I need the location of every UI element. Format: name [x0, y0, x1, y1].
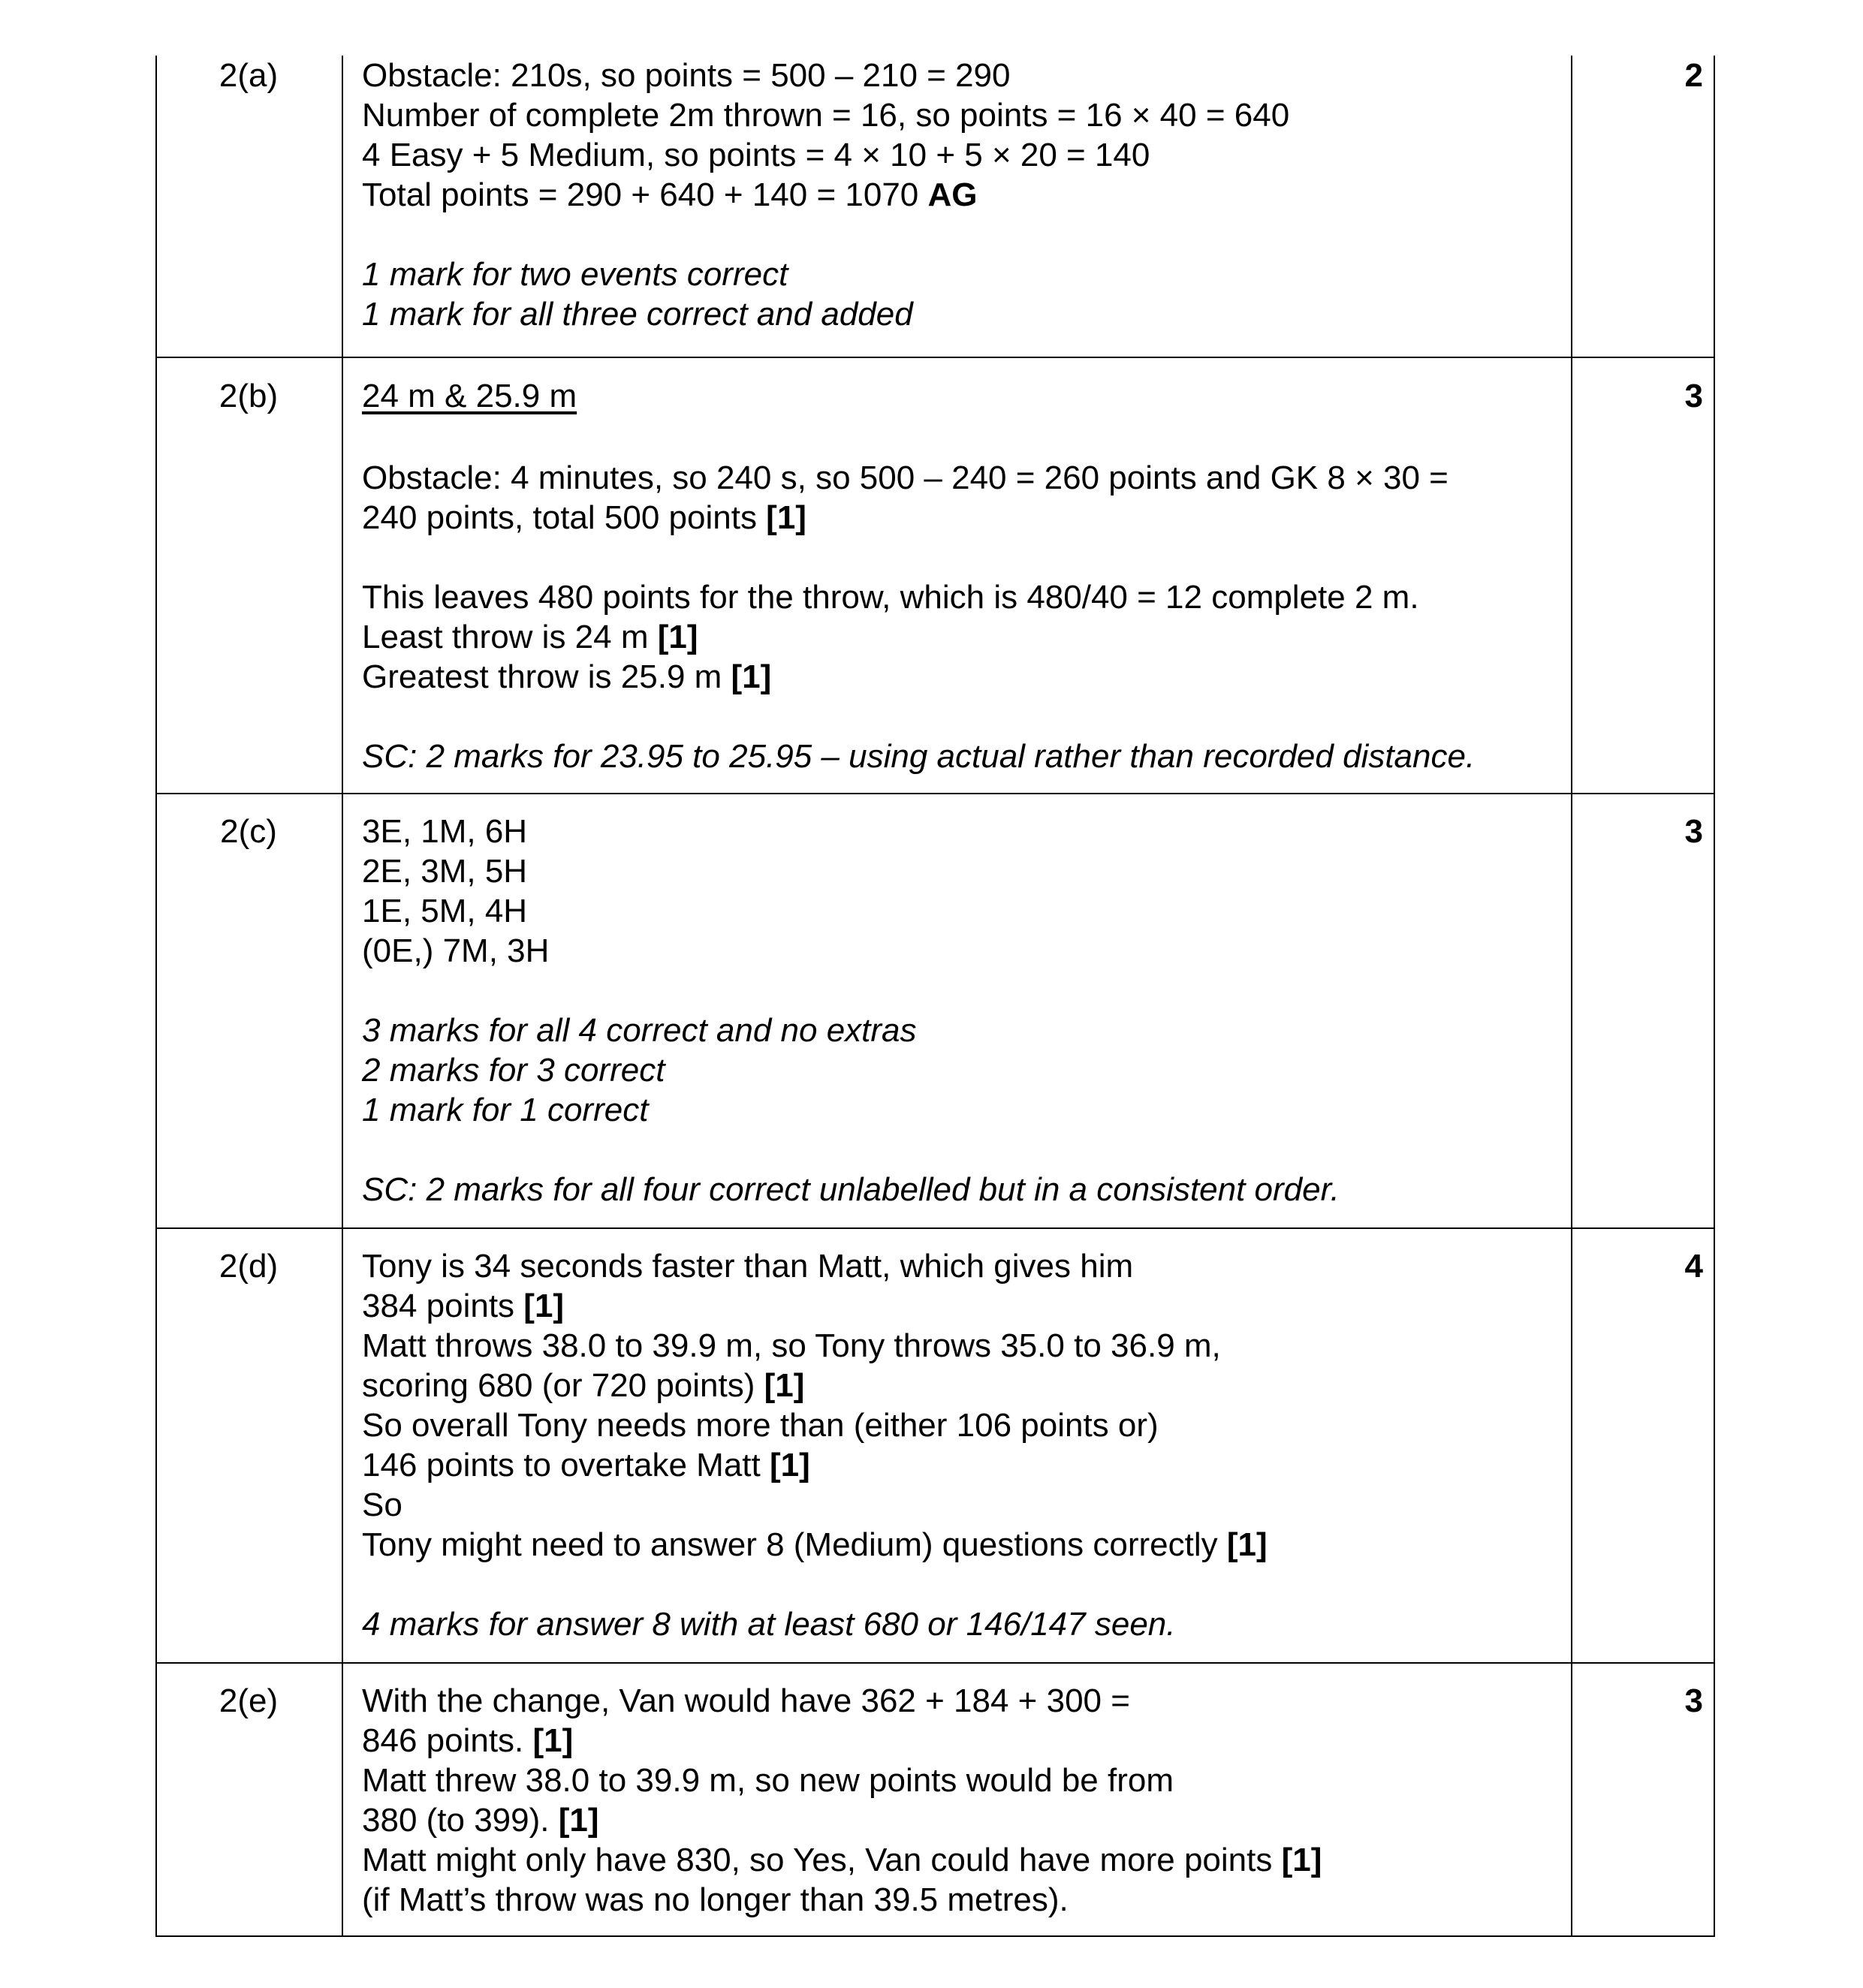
answer-line: So overall Tony needs more than (either 106 points or): [362, 1407, 1159, 1444]
marking-guidance: 3 marks for all 4 correct and no extras: [362, 1012, 917, 1049]
final-answer: 24 m & 25.9 m: [362, 378, 577, 414]
marking-guidance: SC: 2 marks for 23.95 to 25.95 – using actual rather than recorded distance.: [362, 738, 1476, 775]
answer-line: Tony might need to answer 8 (Medium) questions correctly [1]: [362, 1526, 1268, 1563]
marking-guidance: 1 mark for all three correct and added: [362, 296, 913, 333]
answer-line: 380 (to 399). [1]: [362, 1802, 599, 1839]
answer-line: scoring 680 (or 720 points) [1]: [362, 1367, 805, 1404]
answer-line: 1E, 5M, 4H: [362, 893, 528, 929]
answer-line: 3E, 1M, 6H: [362, 813, 528, 850]
question-number: 2(c): [220, 813, 277, 850]
answer-line: 146 points to overtake Matt [1]: [362, 1447, 810, 1483]
answer-line: Total points = 290 + 640 + 140 = 1070 AG: [362, 176, 978, 213]
answer-line: (if Matt’s throw was no longer than 39.5 metres).: [362, 1881, 1069, 1918]
answer-cell: [362, 56, 1563, 334]
mark-award: [1]: [532, 1722, 574, 1759]
answer-line: 2E, 3M, 5H: [362, 853, 528, 890]
answer-line: 846 points. [1]: [362, 1722, 574, 1759]
question-number: 2(e): [219, 1682, 279, 1719]
row-divider: [155, 357, 1715, 358]
answer-line: This leaves 480 points for the throw, which is 480/40 = 12 complete 2 m.: [362, 579, 1419, 616]
question-number: 2(a): [219, 57, 279, 94]
answer-line: Tony is 34 seconds faster than Matt, which gives him: [362, 1248, 1134, 1285]
mark-award: [1]: [769, 1447, 810, 1483]
mark-award: [1]: [764, 1367, 805, 1404]
table-border-bottom: [155, 1935, 1715, 1937]
answer-line: 240 points, total 500 points [1]: [362, 499, 806, 536]
answer-cell: [362, 812, 1563, 1209]
answer-line: With the change, Van would have 362 + 184 + 300 =: [362, 1682, 1130, 1719]
mark-award: [1]: [1226, 1526, 1268, 1563]
marks-value: 3: [1684, 378, 1703, 414]
marking-guidance: 2 marks for 3 correct: [362, 1052, 665, 1089]
question-number: 2(b): [219, 378, 279, 414]
answer-given-tag: AG: [927, 176, 978, 213]
answer-line: Greatest throw is 25.9 m [1]: [362, 658, 772, 695]
answer-line: Least throw is 24 m [1]: [362, 619, 698, 655]
answer-line: Obstacle: 4 minutes, so 240 s, so 500 – 240 = 260 points and GK 8 × 30 =: [362, 459, 1448, 496]
answer-line: Obstacle: 210s, so points = 500 – 210 = 290: [362, 57, 1011, 94]
mark-award: [1]: [766, 499, 806, 536]
answer-line: Matt might only have 830, so Yes, Van could have more points [1]: [362, 1842, 1322, 1878]
answer-line: 384 points [1]: [362, 1288, 565, 1324]
mark-scheme-table: [155, 56, 1715, 1937]
answer-line: Matt threw 38.0 to 39.9 m, so new points would be from: [362, 1762, 1174, 1799]
answer-line: So: [362, 1486, 402, 1523]
marks-value: 2: [1684, 57, 1703, 94]
mark-award: [1]: [731, 658, 772, 695]
mark-award: [1]: [523, 1288, 565, 1324]
question-number: 2(d): [219, 1248, 279, 1285]
table-row: [155, 1246, 1715, 1662]
row-divider: [155, 793, 1715, 794]
mark-award: [1]: [1281, 1842, 1322, 1878]
marking-guidance: 1 mark for two events correct: [362, 256, 788, 293]
mark-award: [1]: [558, 1802, 599, 1839]
table-row: [155, 812, 1715, 1227]
answer-line: 4 Easy + 5 Medium, so points = 4 × 10 + 5 × 20 = 140: [362, 137, 1150, 173]
marks-value: 3: [1684, 813, 1703, 850]
row-divider: [155, 1662, 1715, 1664]
answer-line: Matt throws 38.0 to 39.9 m, so Tony throws 35.0 to 36.9 m,: [362, 1327, 1221, 1364]
marks-value: 4: [1684, 1248, 1703, 1285]
marks-value: 3: [1684, 1682, 1703, 1719]
answer-line: (0E,) 7M, 3H: [362, 932, 550, 969]
table-row: [155, 376, 1715, 793]
answer-cell: [362, 1246, 1563, 1644]
answer-line: Number of complete 2m thrown = 16, so points = 16 × 40 = 640: [362, 97, 1290, 134]
table-row: [155, 1681, 1715, 1935]
answer-cell: [362, 376, 1563, 776]
marking-guidance: 1 mark for 1 correct: [362, 1092, 649, 1128]
mark-award: [1]: [657, 619, 698, 655]
row-divider: [155, 1227, 1715, 1229]
marking-guidance: SC: 2 marks for all four correct unlabelled but in a consistent order.: [362, 1171, 1340, 1208]
answer-cell: [362, 1681, 1563, 1920]
table-row: [155, 56, 1715, 357]
marking-guidance: 4 marks for answer 8 with at least 680 or 146/147 seen.: [362, 1606, 1176, 1643]
